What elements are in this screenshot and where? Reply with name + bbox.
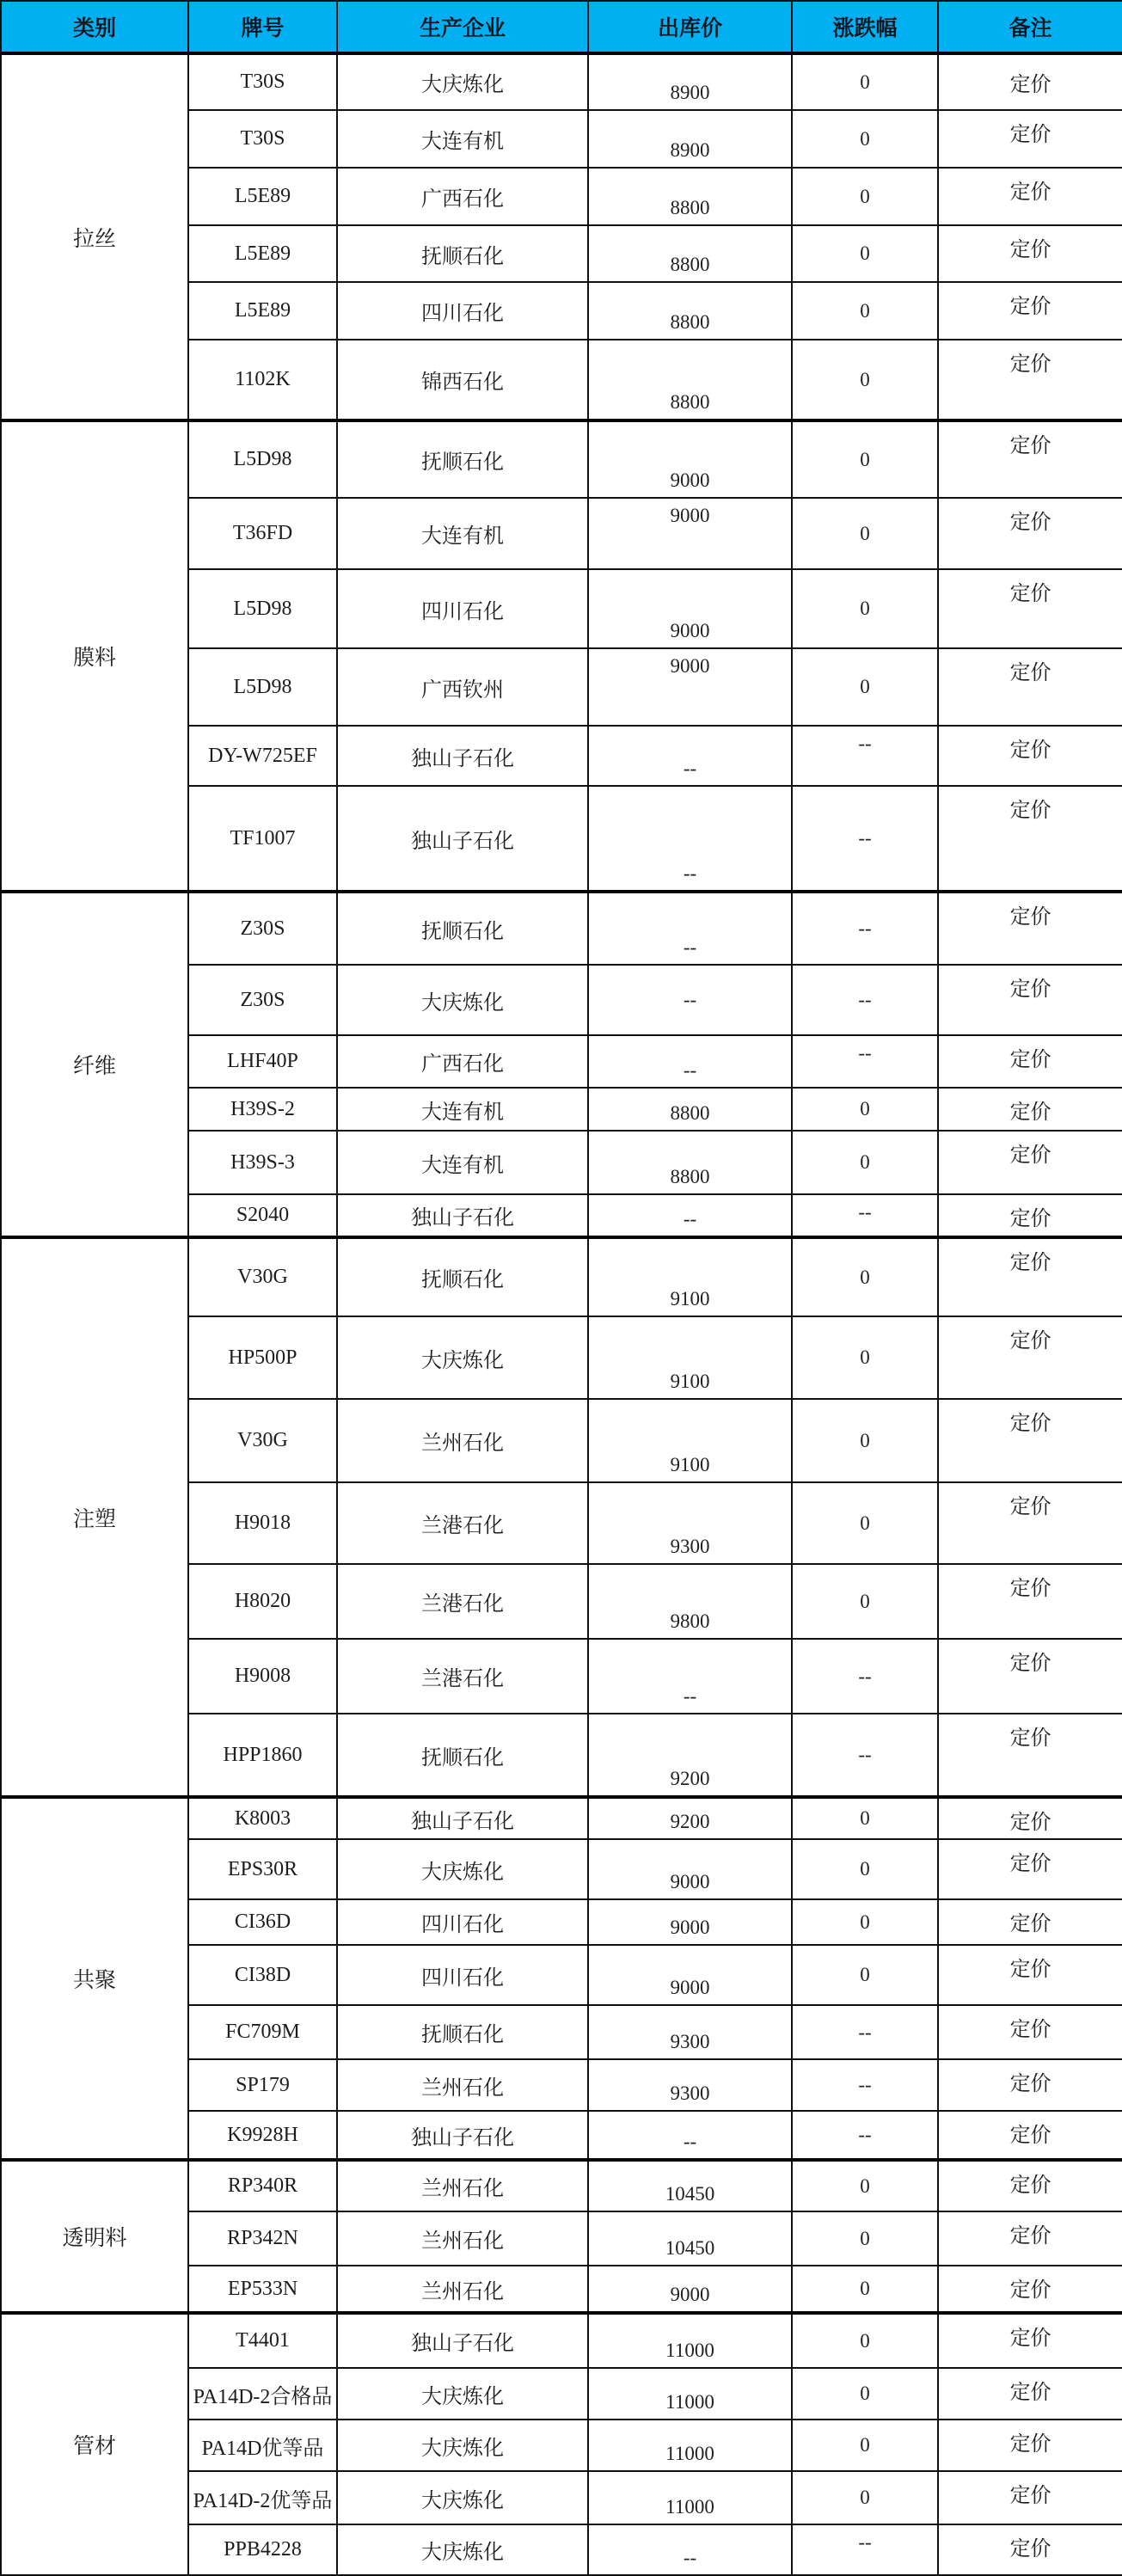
remark-cell: 定价 — [938, 1899, 1122, 1945]
table-row — [1, 892, 1122, 965]
brand-cell: CI38D — [188, 1945, 337, 2005]
brand-cell: L5D98 — [188, 420, 337, 498]
producer-cell: 兰州石化 — [337, 1399, 588, 1482]
remark-cell: 定价 — [938, 2211, 1122, 2266]
brand-cell: K8003 — [188, 1797, 337, 1839]
change-cell: 0 — [792, 648, 938, 726]
producer-cell: 大连有机 — [337, 1088, 588, 1131]
price-cell: 9300 — [588, 2059, 792, 2111]
category-cell: 膜料 — [1, 420, 188, 892]
producer-cell: 大庆炼化 — [337, 2420, 588, 2471]
change-cell: 0 — [792, 1564, 938, 1639]
remark-cell: 定价 — [938, 892, 1122, 965]
remark-cell: 定价 — [938, 2420, 1122, 2471]
price-cell: -- — [588, 726, 792, 786]
price-cell: -- — [588, 892, 792, 965]
price-cell: 8900 — [588, 53, 792, 110]
change-cell: 0 — [792, 1797, 938, 1839]
price-cell: 11000 — [588, 2471, 792, 2524]
change-cell: 0 — [792, 2313, 938, 2368]
table-row — [1, 2313, 1122, 2368]
brand-cell: LHF40P — [188, 1035, 337, 1088]
remark-cell: 定价 — [938, 110, 1122, 168]
price-cell: 9000 — [588, 569, 792, 648]
change-cell: 0 — [792, 1839, 938, 1899]
remark-cell: 定价 — [938, 1399, 1122, 1482]
producer-cell: 广西石化 — [337, 168, 588, 225]
producer-cell: 兰州石化 — [337, 2160, 588, 2211]
producer-cell: 抚顺石化 — [337, 1714, 588, 1797]
producer-cell: 兰州石化 — [337, 2211, 588, 2266]
remark-cell: 定价 — [938, 53, 1122, 110]
brand-cell: RP342N — [188, 2211, 337, 2266]
change-cell: -- — [792, 786, 938, 892]
producer-cell: 抚顺石化 — [337, 2005, 588, 2059]
price-cell: 8800 — [588, 282, 792, 340]
producer-cell: 大庆炼化 — [337, 2368, 588, 2420]
remark-cell: 定价 — [938, 340, 1122, 420]
producer-cell: 兰州石化 — [337, 2059, 588, 2111]
remark-cell: 定价 — [938, 2471, 1122, 2524]
price-cell: -- — [588, 2111, 792, 2160]
change-cell: 0 — [792, 498, 938, 569]
change-cell: 0 — [792, 1899, 938, 1945]
remark-cell: 定价 — [938, 1131, 1122, 1194]
price-cell: 11000 — [588, 2368, 792, 2420]
col-header-producer: 生产企业 — [337, 1, 588, 53]
change-cell: 0 — [792, 340, 938, 420]
change-cell: 0 — [792, 2420, 938, 2471]
producer-cell: 广西钦州 — [337, 648, 588, 726]
remark-cell: 定价 — [938, 965, 1122, 1035]
col-header-category: 类别 — [1, 1, 188, 53]
remark-cell: 定价 — [938, 2111, 1122, 2160]
remark-cell: 定价 — [938, 498, 1122, 569]
brand-cell: H8020 — [188, 1564, 337, 1639]
change-cell: 0 — [792, 2160, 938, 2211]
remark-cell: 定价 — [938, 1194, 1122, 1237]
change-cell: -- — [792, 2059, 938, 2111]
remark-cell: 定价 — [938, 2368, 1122, 2420]
change-cell: -- — [792, 2111, 938, 2160]
price-cell: -- — [588, 1035, 792, 1088]
category-cell: 纤维 — [1, 892, 188, 1237]
change-cell: -- — [792, 965, 938, 1035]
change-cell: 0 — [792, 1399, 938, 1482]
price-cell: 9000 — [588, 2266, 792, 2313]
remark-cell: 定价 — [938, 168, 1122, 225]
remark-cell: 定价 — [938, 726, 1122, 786]
table-row — [1, 2160, 1122, 2211]
brand-cell: L5E89 — [188, 282, 337, 340]
brand-cell: EPS30R — [188, 1839, 337, 1899]
change-cell: -- — [792, 2005, 938, 2059]
producer-cell: 独山子石化 — [337, 2313, 588, 2368]
producer-cell: 独山子石化 — [337, 786, 588, 892]
price-cell: -- — [588, 1639, 792, 1714]
brand-cell: PA14D优等品 — [188, 2420, 337, 2471]
brand-cell: HPP1860 — [188, 1714, 337, 1797]
producer-cell: 抚顺石化 — [337, 1237, 588, 1316]
category-cell: 透明料 — [1, 2160, 188, 2313]
price-cell: -- — [588, 1194, 792, 1237]
producer-cell: 独山子石化 — [337, 2111, 588, 2160]
brand-cell: H9018 — [188, 1482, 337, 1564]
col-header-brand: 牌号 — [188, 1, 337, 53]
change-cell: 0 — [792, 420, 938, 498]
remark-cell: 定价 — [938, 2005, 1122, 2059]
change-cell: 0 — [792, 2471, 938, 2524]
producer-cell: 独山子石化 — [337, 1797, 588, 1839]
producer-cell: 四川石化 — [337, 1899, 588, 1945]
producer-cell: 大庆炼化 — [337, 1839, 588, 1899]
remark-cell: 定价 — [938, 1316, 1122, 1399]
price-cell: 9000 — [588, 1839, 792, 1899]
brand-cell: CI36D — [188, 1899, 337, 1945]
remark-cell: 定价 — [938, 1237, 1122, 1316]
brand-cell: H39S-3 — [188, 1131, 337, 1194]
producer-cell: 抚顺石化 — [337, 225, 588, 282]
brand-cell: SP179 — [188, 2059, 337, 2111]
brand-cell: V30G — [188, 1237, 337, 1316]
price-cell: 9000 — [588, 1899, 792, 1945]
change-cell: 0 — [792, 1131, 938, 1194]
producer-cell: 锦西石化 — [337, 340, 588, 420]
remark-cell: 定价 — [938, 1564, 1122, 1639]
change-cell: -- — [792, 726, 938, 786]
producer-cell: 四川石化 — [337, 282, 588, 340]
remark-cell: 定价 — [938, 1482, 1122, 1564]
change-cell: 0 — [792, 1482, 938, 1564]
remark-cell: 定价 — [938, 2313, 1122, 2368]
brand-cell: TF1007 — [188, 786, 337, 892]
price-cell: -- — [588, 965, 792, 1035]
remark-cell: 定价 — [938, 225, 1122, 282]
change-cell: -- — [792, 1714, 938, 1797]
category-cell: 拉丝 — [1, 53, 188, 420]
price-cell: 11000 — [588, 2420, 792, 2471]
price-cell: 8800 — [588, 1131, 792, 1194]
brand-cell: L5E89 — [188, 225, 337, 282]
remark-cell: 定价 — [938, 2059, 1122, 2111]
price-cell: 9300 — [588, 1482, 792, 1564]
brand-cell: EP533N — [188, 2266, 337, 2313]
category-cell: 管材 — [1, 2313, 188, 2575]
price-cell: 9000 — [588, 648, 792, 726]
change-cell: -- — [792, 1639, 938, 1714]
brand-cell: RP340R — [188, 2160, 337, 2211]
price-cell: 8800 — [588, 225, 792, 282]
header-row — [1, 1, 1122, 53]
price-cell: 9000 — [588, 498, 792, 569]
price-cell: 11000 — [588, 2313, 792, 2368]
producer-cell: 大庆炼化 — [337, 1316, 588, 1399]
col-header-remark: 备注 — [938, 1, 1122, 53]
change-cell: -- — [792, 1035, 938, 1088]
change-cell: 0 — [792, 1088, 938, 1131]
producer-cell: 兰港石化 — [337, 1482, 588, 1564]
remark-cell: 定价 — [938, 1639, 1122, 1714]
brand-cell: PA14D-2合格品 — [188, 2368, 337, 2420]
price-cell: 8800 — [588, 340, 792, 420]
change-cell: -- — [792, 1194, 938, 1237]
producer-cell: 大连有机 — [337, 498, 588, 569]
change-cell: -- — [792, 2524, 938, 2575]
brand-cell: L5D98 — [188, 569, 337, 648]
remark-cell: 定价 — [938, 1839, 1122, 1899]
price-cell: -- — [588, 2524, 792, 2575]
brand-cell: H39S-2 — [188, 1088, 337, 1131]
price-cell: 9300 — [588, 2005, 792, 2059]
category-cell: 共聚 — [1, 1797, 188, 2160]
brand-cell: L5E89 — [188, 168, 337, 225]
col-header-change: 涨跌幅 — [792, 1, 938, 53]
remark-cell: 定价 — [938, 1945, 1122, 2005]
producer-cell: 大庆炼化 — [337, 965, 588, 1035]
price-cell: 9000 — [588, 1945, 792, 2005]
remark-cell: 定价 — [938, 420, 1122, 498]
change-cell: 0 — [792, 110, 938, 168]
brand-cell: T30S — [188, 110, 337, 168]
remark-cell: 定价 — [938, 648, 1122, 726]
brand-cell: T4401 — [188, 2313, 337, 2368]
change-cell: 0 — [792, 1237, 938, 1316]
remark-cell: 定价 — [938, 2266, 1122, 2313]
remark-cell: 定价 — [938, 569, 1122, 648]
table-body — [1, 53, 1122, 2575]
producer-cell: 大庆炼化 — [337, 53, 588, 110]
producer-cell: 兰州石化 — [337, 2266, 588, 2313]
table-row — [1, 1797, 1122, 1839]
change-cell: 0 — [792, 1316, 938, 1399]
price-cell: 9800 — [588, 1564, 792, 1639]
producer-cell: 抚顺石化 — [337, 420, 588, 498]
col-header-price: 出库价 — [588, 1, 792, 53]
change-cell: 0 — [792, 569, 938, 648]
brand-cell: T36FD — [188, 498, 337, 569]
remark-cell: 定价 — [938, 786, 1122, 892]
price-cell: 8900 — [588, 110, 792, 168]
change-cell: 0 — [792, 2266, 938, 2313]
change-cell: 0 — [792, 2211, 938, 2266]
remark-cell: 定价 — [938, 1714, 1122, 1797]
change-cell: 0 — [792, 2368, 938, 2420]
producer-cell: 四川石化 — [337, 1945, 588, 2005]
category-cell: 注塑 — [1, 1237, 188, 1797]
brand-cell: Z30S — [188, 892, 337, 965]
brand-cell: V30G — [188, 1399, 337, 1482]
price-cell: 8800 — [588, 168, 792, 225]
price-cell: 9100 — [588, 1399, 792, 1482]
price-cell: 9000 — [588, 420, 792, 498]
table-row — [1, 1237, 1122, 1316]
brand-cell: H9008 — [188, 1639, 337, 1714]
brand-cell: FC709M — [188, 2005, 337, 2059]
remark-cell: 定价 — [938, 1088, 1122, 1131]
remark-cell: 定价 — [938, 2524, 1122, 2575]
price-cell: 9100 — [588, 1316, 792, 1399]
change-cell: -- — [792, 892, 938, 965]
brand-cell: PPB4228 — [188, 2524, 337, 2575]
producer-cell: 广西石化 — [337, 1035, 588, 1088]
remark-cell: 定价 — [938, 2160, 1122, 2211]
change-cell: 0 — [792, 53, 938, 110]
producer-cell: 独山子石化 — [337, 1194, 588, 1237]
producer-cell: 独山子石化 — [337, 726, 588, 786]
change-cell: 0 — [792, 225, 938, 282]
brand-cell: K9928H — [188, 2111, 337, 2160]
producer-cell: 兰港石化 — [337, 1564, 588, 1639]
brand-cell: PA14D-2优等品 — [188, 2471, 337, 2524]
price-cell: 8800 — [588, 1088, 792, 1131]
price-cell: 10450 — [588, 2211, 792, 2266]
brand-cell: 1102K — [188, 340, 337, 420]
brand-cell: Z30S — [188, 965, 337, 1035]
price-cell: 9200 — [588, 1714, 792, 1797]
remark-cell: 定价 — [938, 282, 1122, 340]
table-row — [1, 53, 1122, 110]
producer-cell: 兰港石化 — [337, 1639, 588, 1714]
brand-cell: T30S — [188, 53, 337, 110]
change-cell: 0 — [792, 1945, 938, 2005]
producer-cell: 大连有机 — [337, 110, 588, 168]
brand-cell: DY-W725EF — [188, 726, 337, 786]
brand-cell: L5D98 — [188, 648, 337, 726]
brand-cell: HP500P — [188, 1316, 337, 1399]
brand-cell: S2040 — [188, 1194, 337, 1237]
producer-cell: 大庆炼化 — [337, 2524, 588, 2575]
remark-cell: 定价 — [938, 1797, 1122, 1839]
producer-cell: 大庆炼化 — [337, 2471, 588, 2524]
price-cell: 9200 — [588, 1797, 792, 1839]
change-cell: 0 — [792, 168, 938, 225]
price-cell: 9100 — [588, 1237, 792, 1316]
table-row — [1, 420, 1122, 498]
remark-cell: 定价 — [938, 1035, 1122, 1088]
price-cell: 10450 — [588, 2160, 792, 2211]
producer-cell: 抚顺石化 — [337, 892, 588, 965]
producer-cell: 四川石化 — [337, 569, 588, 648]
price-cell: -- — [588, 786, 792, 892]
producer-cell: 大连有机 — [337, 1131, 588, 1194]
change-cell: 0 — [792, 282, 938, 340]
